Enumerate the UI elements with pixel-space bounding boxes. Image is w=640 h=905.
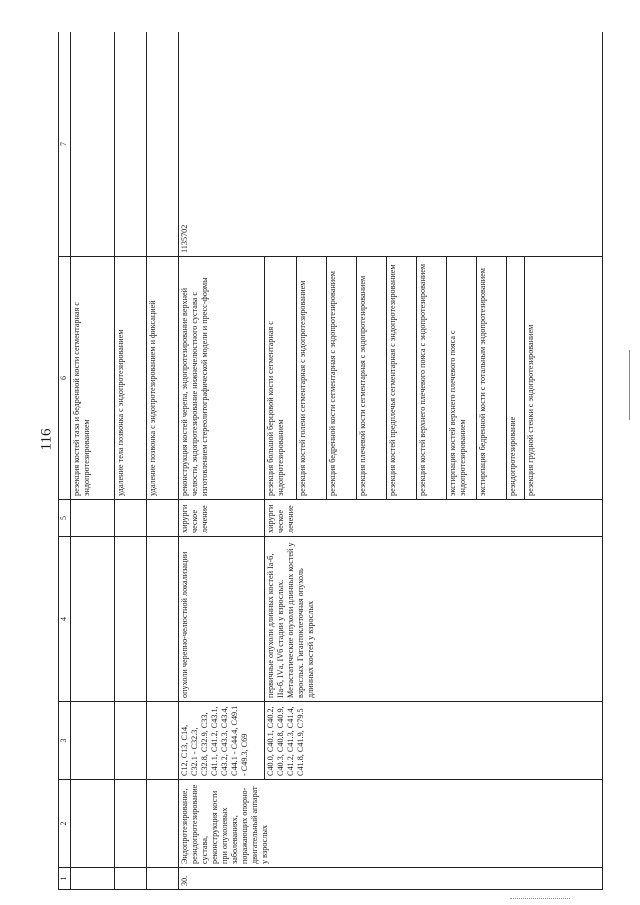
row-number: 30. xyxy=(179,868,603,890)
method-cell: резекция костей голени сегментарная с эндопротезированием xyxy=(297,257,327,500)
method-cell: реэндопротезирование xyxy=(507,257,525,500)
patient-model: первичные опухоли длинных костей Iа-б, IIа-б, IVа, IVб стадии у взрослых. Метастатические опухоли длинных костей у взрослых. Гигантоклеточная опухоль длинных костей у взрослых xyxy=(265,537,603,702)
method-cell: реконструкция костей черепа, эндопротезирование верхней челюсти, эндопротезирование нижнечелюстного сустава с изготовлением стереолитографической модели и пресс-формы xyxy=(179,257,265,500)
method-cell: резекция костей таза и бедренной кости сегментарная с эндопротезированием xyxy=(71,257,115,500)
column-number-row xyxy=(59,32,71,890)
icd-codes: C12, C13, C14, C32.1 - C32.3, C32.8, C32.9, C33, C41.1, C41.2, C43.1, C43.2, C43.3, C43.4, C44.1 - C44.4, C49.1 - C49.3, C69 xyxy=(179,702,265,780)
method-cell: экстирпация бедренной кости с тотальным эндопротезированием xyxy=(477,257,507,500)
method-cell: экстирпация костей верхнего плечевого пояса с эндопротезированием xyxy=(447,257,477,500)
price-cell: 1135702 xyxy=(179,32,603,257)
treatment-type: хирургическое лечение xyxy=(265,500,603,537)
service-name: Эндопротезирование, реэндопротезирование сустава, реконструкция кости при опухолевых заболеваниях, поражающих опорно-двигательный аппарат у взрослых xyxy=(179,780,603,868)
method-cell: удаление тела позвонка с эндопротезированием xyxy=(115,257,147,500)
method-cell: резекция плечевой кости сегментарная с эндопротезированием xyxy=(357,257,387,500)
page-number: 116 xyxy=(38,428,55,451)
method-cell: резекция костей верхнего плечевого пояса с эндопротезированием xyxy=(417,257,447,500)
method-cell: резекция грудной стенки с эндопротезированием xyxy=(525,257,603,500)
table-row xyxy=(71,32,115,890)
table-row xyxy=(115,32,147,890)
rotated-table-container xyxy=(58,32,603,890)
patient-model: опухоли черепно-челюстной локализации xyxy=(179,537,265,702)
col-header-2: 2 xyxy=(59,780,71,868)
scan-dotted-mark xyxy=(510,897,570,899)
col-header-3: 3 xyxy=(59,702,71,780)
method-cell: резекция бедренной кости сегментарная с эндопротезированием xyxy=(327,257,357,500)
scan-edge-mark xyxy=(629,350,630,420)
table-row xyxy=(179,32,265,890)
rotated-table-frame xyxy=(58,32,603,890)
col-header-5: 5 xyxy=(59,500,71,537)
method-cell: удаление позвонка с эндопротезированием и фиксацией xyxy=(147,257,179,500)
col-header-7: 7 xyxy=(59,32,71,257)
icd-codes: C40.0, C40.1, C40.2, C40.3, C40.8, C40.9, C41.2, C41.3, C41.4, C41.8, C41.9, C79.5 xyxy=(265,702,603,780)
col-header-4: 4 xyxy=(59,537,71,702)
table-row xyxy=(147,32,179,890)
method-cell: резекция большой берцовой кости сегментарная с эндопротезированием xyxy=(265,257,297,500)
col-header-6: 6 xyxy=(59,257,71,500)
treatment-type: хирургическое лечение xyxy=(179,500,265,537)
col-header-1: 1 xyxy=(59,868,71,890)
method-cell: резекция костей предплечья сегментарная с эндопротезированием xyxy=(387,257,417,500)
services-table xyxy=(58,32,603,890)
